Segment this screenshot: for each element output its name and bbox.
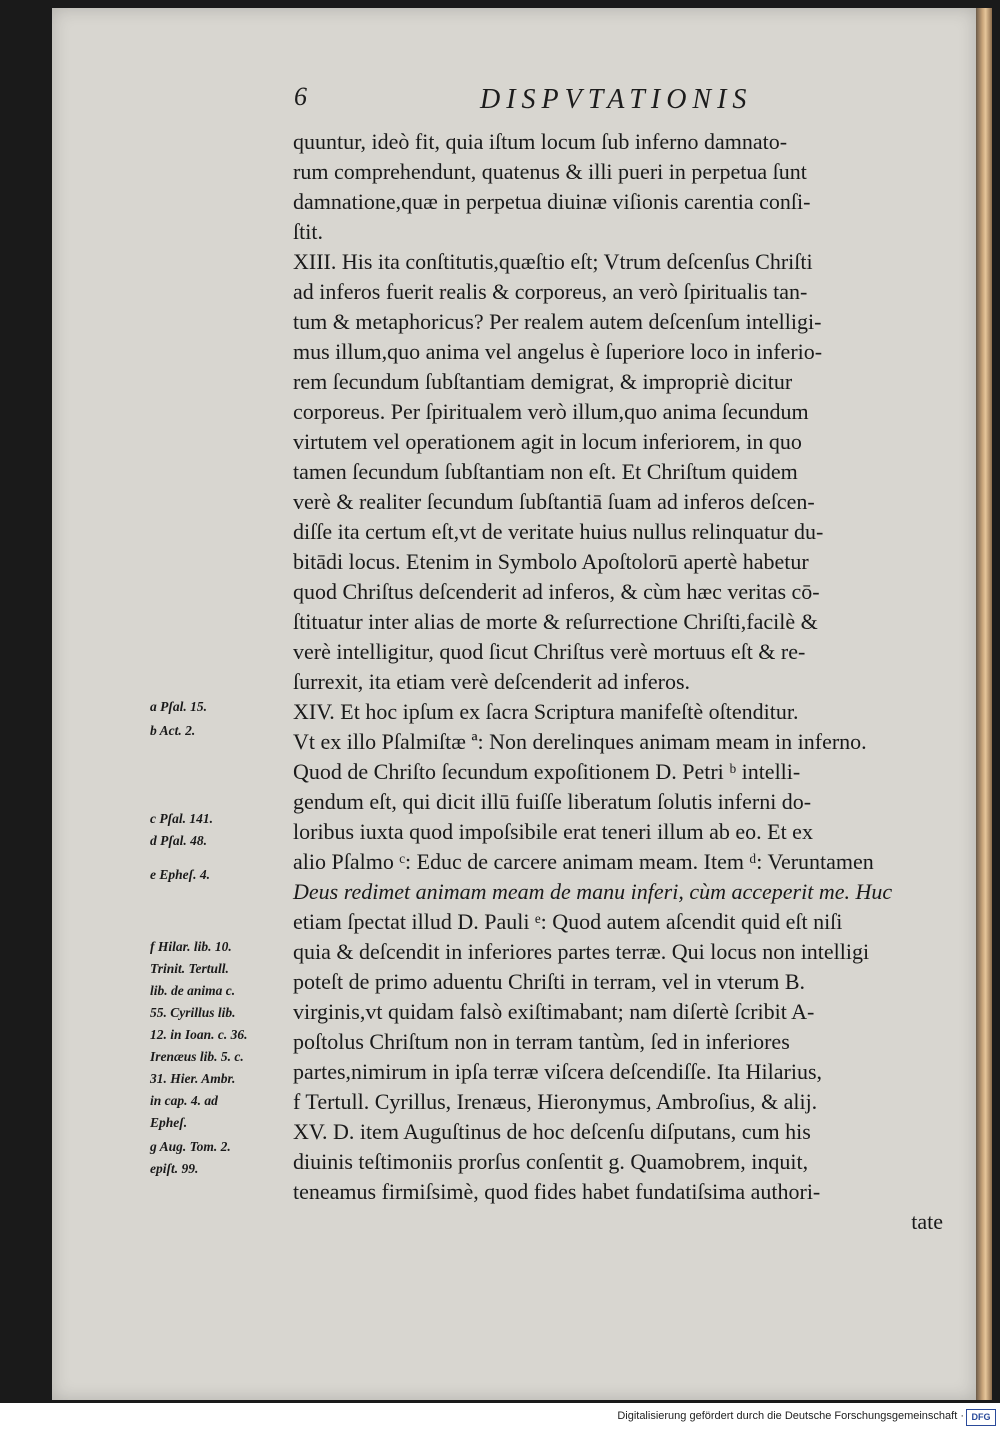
footer-credit: Digitalisierung gefördert durch die Deutsche Forschungsgemeinschaft · <box>617 1410 964 1422</box>
margin-note: e Epheſ. 4. <box>150 867 210 882</box>
text-line: poſtolus Chriſtum non in terram tantùm, ſed in inferiores <box>293 1029 790 1054</box>
text-line: rum comprehendunt, quatenus & illi pueri in perpetua ſunt <box>293 159 807 184</box>
text-line: mus illum,quo anima vel angelus è ſuperiore loco in inferio- <box>293 339 823 364</box>
margin-note: d Pſal. 48. <box>150 833 207 848</box>
margin-note: b Act. 2. <box>150 723 196 738</box>
text-line: XIV. Et hoc ipſum ex ſacra Scriptura manifeſtè oſtenditur. <box>293 699 799 724</box>
text-line: teneamus firmiſsimè, quod fides habet fundatiſsima authori- <box>293 1179 821 1204</box>
text-line: quia & deſcendit in inferiores partes terræ. Qui locus non intelligi <box>293 939 870 964</box>
text-line: XV. D. item Auguſtinus de hoc deſcenſu diſputans, cum his <box>293 1119 811 1144</box>
margin-note: 12. in Ioan. c. 36. <box>150 1027 248 1042</box>
text-line: poteſt de primo aduentu Chriſti in terram, vel in vterum B. <box>293 969 806 994</box>
body-text <box>293 127 943 1237</box>
text-line: tum & metaphoricus? Per realem autem deſcenſum intelligi- <box>293 309 822 334</box>
margin-note: Epheſ. <box>150 1115 188 1130</box>
text-line: bitādi locus. Etenim in Symbolo Apoſtolorū apertè habetur <box>293 549 809 574</box>
margin-note: Trinit. Tertull. <box>150 961 229 976</box>
text-line: ad inferos fuerit realis & corporeus, an verò ſpiritualis tan- <box>293 279 808 304</box>
text-line: virginis,vt quidam falsò exiſtimabant; nam diſertè ſcribit A- <box>293 999 815 1024</box>
text-line: virtutem vel operationem agit in locum inferiorem, in quo <box>293 429 802 454</box>
margin-note: epiſt. 99. <box>150 1161 199 1176</box>
text-line: damnatione,quæ in perpetua diuinæ viſionis carentia conſi- <box>293 189 811 214</box>
margin-note: lib. de anima c. <box>150 983 236 998</box>
text-line: ſtituatur inter alias de morte & reſurrectione Chriſti,facilè & <box>293 609 818 634</box>
text-line: ſurrexit, ita etiam verè deſcenderit ad inferos. <box>293 669 691 694</box>
margin-note: 55. Cyrillus lib. <box>150 1005 236 1020</box>
page-number: 6 <box>294 82 307 111</box>
running-head: DISPVTATIONIS <box>480 84 753 115</box>
book-fore-edge <box>976 8 992 1400</box>
text-line: XIII. His ita conſtitutis,quæſtio eſt; Vtrum deſcenſus Chriſti <box>293 249 813 274</box>
text-line: rem ſecundum ſubſtantiam demigrat, & impropriè dicitur <box>293 369 793 394</box>
text-line: verè & realiter ſecundum ſubſtantiā ſuam ad inferos deſcen- <box>293 489 815 514</box>
text-line: corporeus. Per ſpiritualem verò illum,quo anima ſecundum <box>293 399 809 424</box>
margin-note: f Hilar. lib. 10. <box>150 939 232 954</box>
text-line: Quod de Chriſto ſecundum expoſitionem D. Petri ᵇ intelli- <box>293 759 801 784</box>
text-line: f Tertull. Cyrillus, Irenæus, Hieronymus, Ambroſius, & alij. <box>293 1089 818 1114</box>
text-line: quuntur, ideò fit, quia iſtum locum ſub inferno damnato- <box>293 129 788 154</box>
catchword: tate <box>911 1209 943 1234</box>
text-line: Vt ex illo Pſalmiſtæ ª: Non derelinques animam meam in inferno. <box>293 729 867 754</box>
margin-note: c Pſal. 141. <box>150 811 213 826</box>
text-line: alio Pſalmo ᶜ: Educ de carcere animam meam. Item ᵈ: Veruntamen <box>293 849 874 874</box>
text-line: diuinis teſtimoniis prorſus conſentit g. Quamobrem, inquit, <box>293 1149 809 1174</box>
margin-note: in cap. 4. ad <box>150 1093 218 1108</box>
text-line: gendum eſt, qui dicit illū fuiſſe liberatum ſolutis inferni do- <box>293 789 812 814</box>
margin-note: g Aug. Tom. 2. <box>150 1139 231 1154</box>
text-line: ſtit. <box>293 219 323 244</box>
text-line: loribus iuxta quod impoſsibile erat teneri illum ab eo. Et ex <box>293 819 813 844</box>
text-line: tamen ſecundum ſubſtantiam non eſt. Et Chriſtum quidem <box>293 459 798 484</box>
text-line: partes,nimirum in ipſa terræ viſcera deſcendiſſe. Ita Hilarius, <box>293 1059 823 1084</box>
text-line: verè intelligitur, quod ſicut Chriſtus verè mortuus eſt & re- <box>293 639 806 664</box>
margin-note: Irenæus lib. 5. c. <box>150 1049 244 1064</box>
dfg-logo: DFG <box>966 1409 996 1426</box>
text-line: quod Chriſtus deſcenderit ad inferos, & cùm hæc veritas cō- <box>293 579 820 604</box>
text-line: etiam ſpectat illud D. Pauli ᵉ: Quod autem aſcendit quid eſt niſi <box>293 909 843 934</box>
text-line: diſſe ita certum eſt,vt de veritate huius nullus relinquatur du- <box>293 519 824 544</box>
margin-note: a Pſal. 15. <box>150 699 207 714</box>
text-line: Deus redimet animam meam de manu inferi, cùm acceperit me. Huc <box>293 879 893 904</box>
footer-bar <box>0 1406 1000 1429</box>
margin-note: 31. Hier. Ambr. <box>150 1071 236 1086</box>
